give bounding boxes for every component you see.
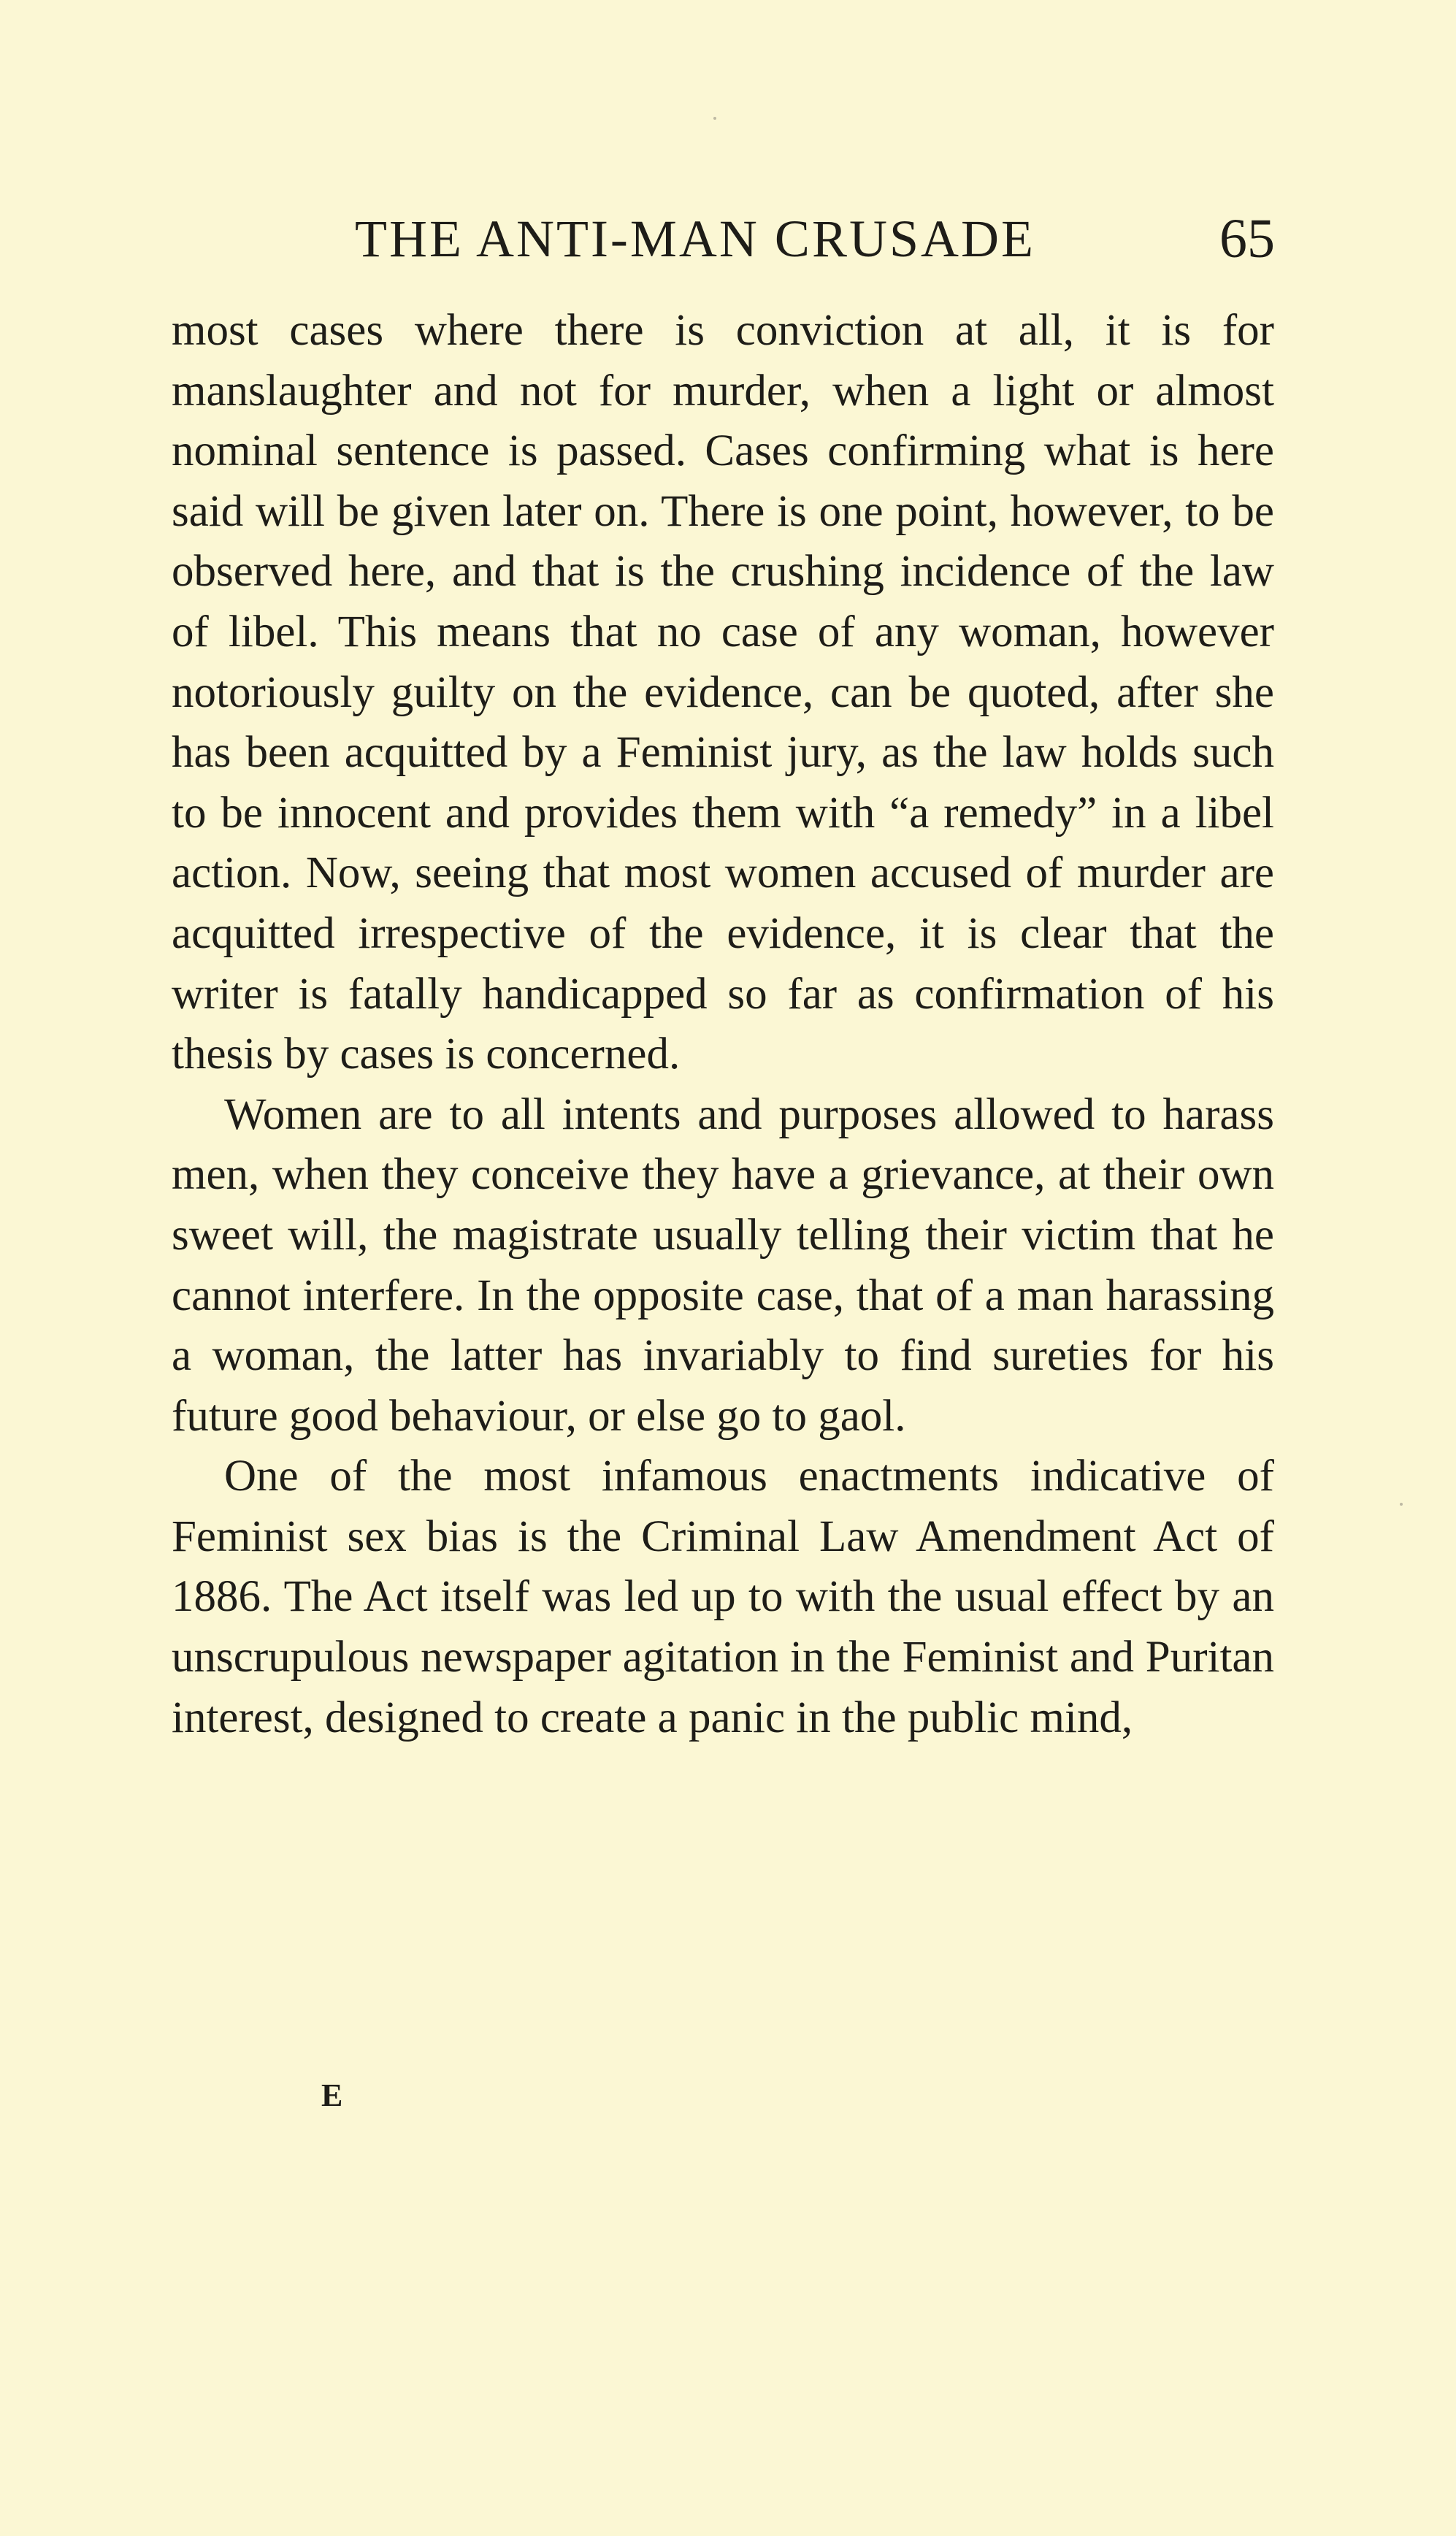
running-head: [355, 199, 1275, 279]
signature-mark: E: [321, 2077, 345, 2113]
page-number: 65: [1219, 208, 1275, 269]
paragraph-harassment: Women are to all intents and purposes allowed to harass men, when they conceive they have a grievance, at their own sweet will, the magistrate usually telling their victim that he cannot interfere. In the opposite case, that of a man harassing a woman, the latter has invariably to find sureties for his future good behaviour, or else go to gaol.: [172, 1089, 1274, 1441]
running-title: THE ANTI-MAN CRUSADE: [355, 210, 1035, 268]
body-text: [172, 301, 1274, 1748]
paper-speck: [713, 117, 716, 120]
paper-speck: [1400, 1503, 1403, 1506]
paragraph-continued: most cases where there is conviction at all, it is for manslaughter and not for murder, when a light or almost nominal sentence is passed. Cases confirming what is here said will be given later on. There is one point, however, to be observed here, and that is the crushing incidence of the law of libel. This means that no case of any woman, however notoriously guilty on the evidence, can be quoted, after she has been acquitted by a Feminist jury, as the law holds such to be innocent and provides them with “a remedy” in a libel action. Now, seeing that most women accused of murder are acquitted irrespective of the evidence, it is clear that the writer is fatally handicapped so far as confirmation of his thesis by cases is concerned.: [172, 306, 1274, 1079]
paragraph-criminal-law-amendment: One of the most infamous enactments indicative of Feminist sex bias is the Criminal Law Amendment Act of 1886. The Act itself was led up to with the usual effect by an unscrupulous newspaper agitation in the Feminist and Puritan interest, designed to create a panic in the public mind,: [172, 1452, 1274, 1742]
